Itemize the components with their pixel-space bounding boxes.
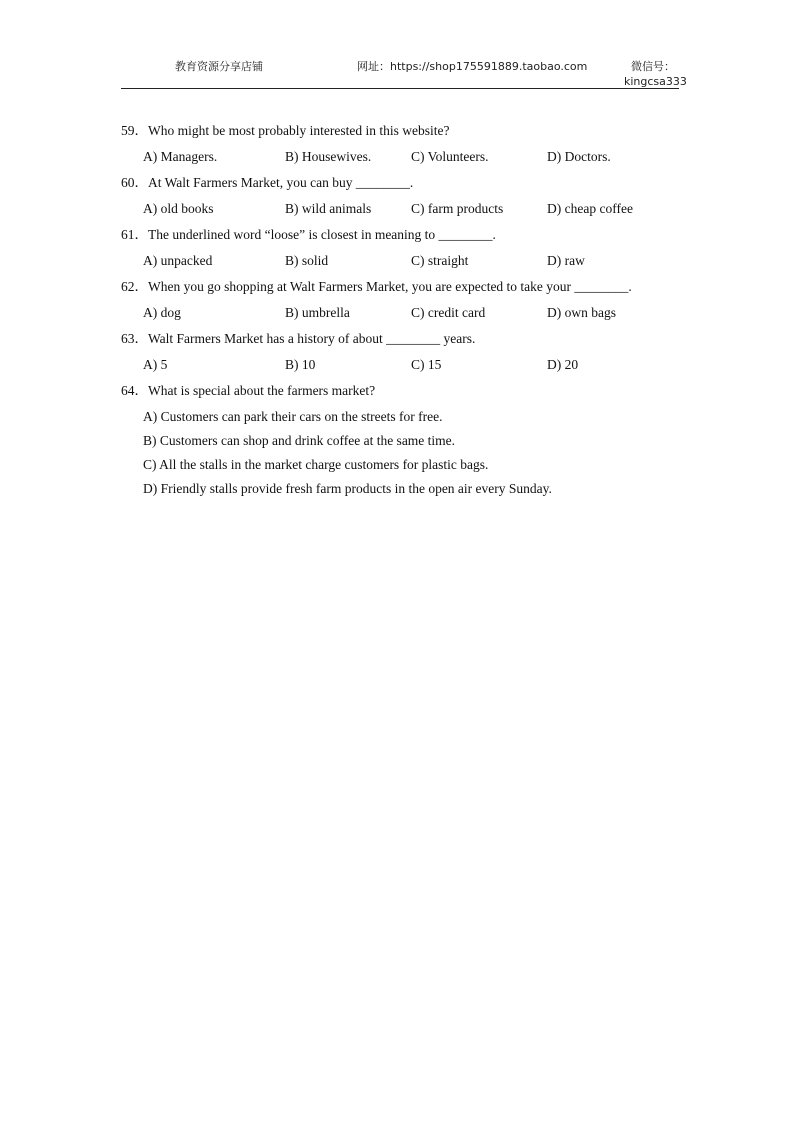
question-63-stem: 63．Walt Farmers Market has a history of about ________ years. [121, 331, 476, 346]
option-c: C) credit card [411, 305, 486, 320]
question-60-stem: 60．At Walt Farmers Market, you can buy ________. [121, 175, 414, 190]
option-c: C) straight [411, 253, 469, 268]
question-61-stem: 61．The underlined word “loose” is closest in meaning to ________. [121, 227, 496, 242]
option-d: D) 20 [547, 357, 579, 372]
header-divider [121, 88, 679, 89]
option-b: B) solid [285, 253, 329, 268]
question-63-options [121, 355, 681, 381]
question-64-stem: 64．What is special about the farmers market? [121, 383, 376, 398]
option-d: D) Doctors. [547, 149, 611, 164]
option-d: D) raw [547, 253, 585, 268]
option-a: A) 5 [143, 357, 168, 372]
option-d: D) Friendly stalls provide fresh farm products in the open air every Sunday. [143, 481, 552, 496]
option-b: B) Customers can shop and drink coffee at the same time. [143, 433, 456, 448]
header-url: 网址：https://shop175591889.taobao.com [357, 60, 588, 73]
option-a: A) Customers can park their cars on the streets for free. [143, 409, 443, 424]
option-a: A) unpacked [143, 253, 213, 268]
header-wechat-id: kingcsa333 [624, 75, 687, 88]
header-shop-name: 教育资源分享店铺 [175, 60, 263, 73]
question-list [121, 121, 681, 503]
option-b: B) 10 [285, 357, 316, 372]
option-a: A) dog [143, 305, 181, 320]
option-b: B) wild animals [285, 201, 372, 216]
question-62-options [121, 303, 681, 329]
option-a: A) Managers. [143, 149, 218, 164]
option-c: C) All the stalls in the market charge customers for plastic bags. [143, 457, 489, 472]
question-59-stem: 59．Who might be most probably interested in this website? [121, 123, 450, 138]
option-b: B) umbrella [285, 305, 350, 320]
option-c: C) farm products [411, 201, 504, 216]
option-d: D) cheap coffee [547, 201, 633, 216]
question-60-options [121, 199, 681, 225]
option-c: C) 15 [411, 357, 442, 372]
option-c: C) Volunteers. [411, 149, 489, 164]
option-b: B) Housewives. [285, 149, 372, 164]
option-a: A) old books [143, 201, 214, 216]
question-59-options [121, 147, 681, 173]
question-62-stem: 62．When you go shopping at Walt Farmers Market, you are expected to take your ________. [121, 279, 632, 294]
question-61-options [121, 251, 681, 277]
header-wechat-label: 微信号： [631, 60, 675, 73]
option-d: D) own bags [547, 305, 616, 320]
